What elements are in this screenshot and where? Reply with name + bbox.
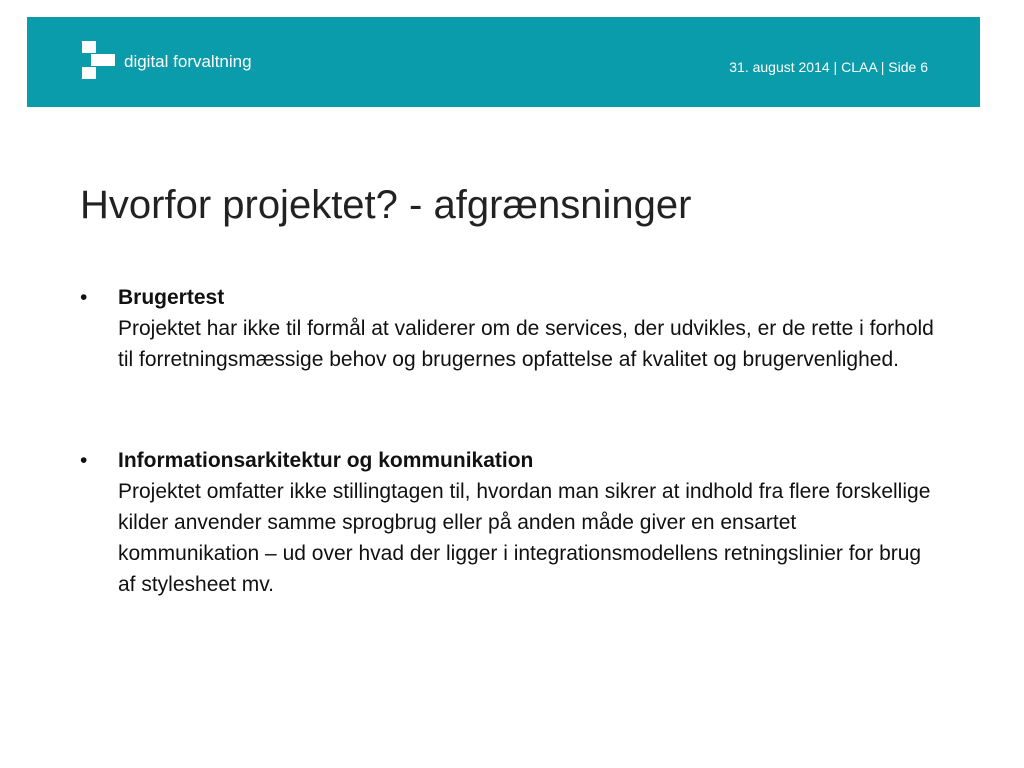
bullet-body [118, 445, 940, 600]
bullet-text: Projektet har ikke til formål at validerer om de services, der udvikles, er de rette i forhold til forretningsmæssige behov og brugernes opfattelse af kvalitet og brugervenlighed. [118, 317, 934, 371]
slide-title: Hvorfor projektet? - afgrænsninger [80, 183, 692, 227]
bullet-item-brugertest [80, 282, 940, 375]
logo-text: digital forvaltning [124, 52, 252, 71]
bullet-item-informationsarkitektur [80, 445, 940, 600]
digital-forvaltning-logo-icon [82, 41, 116, 81]
bullet-marker: • [80, 286, 88, 309]
bullet-heading: Brugertest [118, 286, 225, 309]
header-band [27, 17, 980, 107]
bullet-marker: • [80, 449, 88, 472]
bullet-heading: Informationsarkitektur og kommunikation [118, 449, 534, 472]
bullet-text: Projektet omfatter ikke stillingtagen til, hvordan man sikrer at indhold fra flere forskellige kilder anvender samme sprogbrug eller på anden måde giver en ensartet kommunikation – ud over hvad der ligger i integrationsmodellens retningslinier for brug af stylesheet mv. [118, 480, 931, 596]
bullet-body [118, 282, 940, 375]
header-meta: 31. august 2014 | CLAA | Side 6 [729, 59, 928, 75]
